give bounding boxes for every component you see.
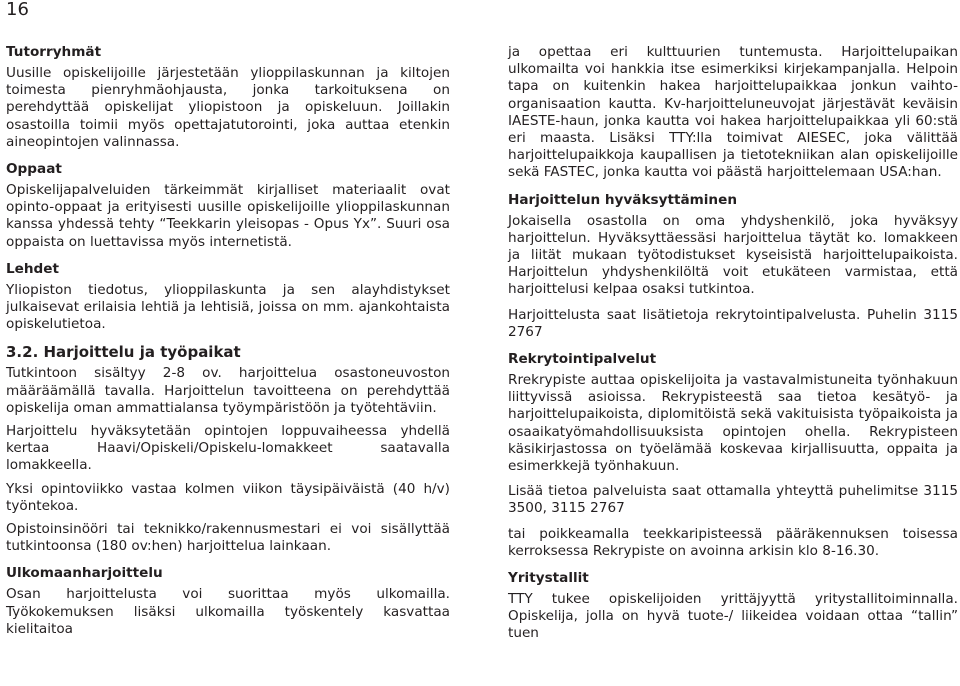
section-paragraph-3: Yksi opintoviikko vastaa kolmen viikon täysipäiväistä (40 h/v) työntekoa. [6,480,450,514]
section-paragraph-4: Opistoinsinööri tai teknikko/rakennusmestari ei voi sisällyttää tutkintoonsa (180 ov:hen) harjoittelua lainkaan. [6,521,450,555]
lehdet-heading: Lehdet [6,260,60,277]
oppaat-paragraph: Opiskelijapalveluiden tärkeimmät kirjalliset materiaalit ovat opinto-oppaat ja erityisesti uusille opiskelijoille ylioppilaskunnan kanssa yhdessä tehty “Teekkarin yleisopas - Opus Yx”. Suuri osa oppaista on luettavissa myös internetistä. [6,182,450,250]
section-heading: 3.2. Harjoittelu ja työpaikat [6,343,241,362]
lehdet-paragraph: Yliopiston tiedotus, ylioppilaskunta ja sen alayhdistykset julkaisevat erilaisia lehtiä ja lehtisiä, joissa on mm. ajankohtaista opiskelutietoa. [6,281,450,333]
yritystallit-heading: Yritystallit [508,570,589,587]
ulkomaan-paragraph: Osan harjoittelusta voi suorittaa myös ulkomailla. Työkokemuksen lisäksi ulkomailla työskentely kasvattaa kielitaitoa [6,586,450,637]
page-number: 16 [6,0,29,20]
right-column [508,44,958,651]
yritystallit-paragraph: TTY tukee opiskelijoiden yrittäjyyttä yritystallitoiminnalla. Opiskelija, jolla on hyvä tuote-/ liikeidea voidaan ottaa “tallin” tuen [508,591,958,642]
hyvaksyttaminen-paragraph-2: Harjoittelusta saat lisätietoja rekrytointipalvelusta. Puhelin 3115 2767 [508,306,958,340]
section-paragraph-1: Tutkintoon sisältyy 2-8 ov. harjoittelua osastoneuvoston määräämällä tavalla. Harjoittelun tavoitteena on perehdyttää opiskelija oman ammattialansa työympäristöön ja työtehtäviin. [6,365,450,416]
rekrytointi-paragraph-3: tai poikkeamalla teekkaripisteessä pääräkennuksen toisessa kerroksessa Rekrypiste on avoinna arkisin klo 8-16.30. [508,525,958,559]
tutor-heading: Tutorryhmät [6,44,102,60]
tutor-paragraph: Uusille opiskelijoille järjestetään ylioppilaskunnan ja kiltojen toimesta pienryhmäohjausta, jonka tarkoituksena on perehdyttää opiskelijat yliopistoon ja opiskeluun. Joillakin osastoilla toimii myös opettajatutorointi, joka auttaa etenkin aineopintojen valinnassa. [6,65,450,150]
hyvaksyttaminen-paragraph-1: Jokaisella osastolla on oma yhdyshenkilö, joka hyväksyy harjoittelun. Hyväksyttäessäsi harjoittelua täytät ko. lomakkeen ja liität mukaan työtodistukset kyseisistä harjoittelupaikoista. Harjoittelun yhdyshenkilöltä voit etukäteen varmistaa, että harjoittelusi kelpaa osaksi tutkintoa. [508,212,958,298]
ulkomaan-heading: Ulkomaanharjoittelu [6,565,163,582]
left-column [6,44,450,646]
rekrytointi-paragraph-2: Lisää tietoa palveluista saat ottamalla yhteyttä puhelimitse 3115 3500, 3115 2767 [508,483,958,517]
section-paragraph-2: Harjoittelu hyväksytetään opintojen loppuvaiheessa yhdellä kertaa Haavi/Opiskeli/Opiskelu-lomakkeet saatavalla lomakkeella. [6,423,450,474]
hyvaksyttaminen-heading: Harjoittelun hyväksyttäminen [508,191,738,208]
rekrytointi-heading: Rekrytointipalvelut [508,351,657,368]
rekrytointi-paragraph-1: Rrekrypiste auttaa opiskelijoita ja vastavalmistuneita työnhakuun liittyvissä asioissa. Rekrypisteestä saa tietoa kesätyö- ja harjoittelupaikoista, diplomitöistä sekä vakituisista työpaikoista ja osaaikatyömahdollisuuksista opintojen ohella. Rekrypisteen käsikirjastossa on työelämää koskevaa kirjallisuutta, oppaita ja esimerkkejä työnhakuun. [508,372,958,475]
oppaat-heading: Oppaat [6,161,62,178]
continued-paragraph: ja opettaa eri kulttuurien tuntemusta. Harjoittelupaikan ulkomailta voi hankkia itse esimerkiksi kirjekampanjalla. Helpoin tapa on kuitenkin hakea harjoittelupaikkaa jonkun vaihto-organisaation kautta. Kv-harjoitteluneuvojat järjestävät keväisin IAESTE-haun, jonka kautta voi hakea harjoittelupaikkaa yli 60:stä eri maasta. Lisäksi TTY:lla toimivat AIESEC, joka välittää harjoittelupaikkoja kaupallisen ja tietotekniikan alan opiskelijoille sekä FASTEC, jonka kautta voi päästä harjoittelemaan USA:han. [508,44,958,181]
